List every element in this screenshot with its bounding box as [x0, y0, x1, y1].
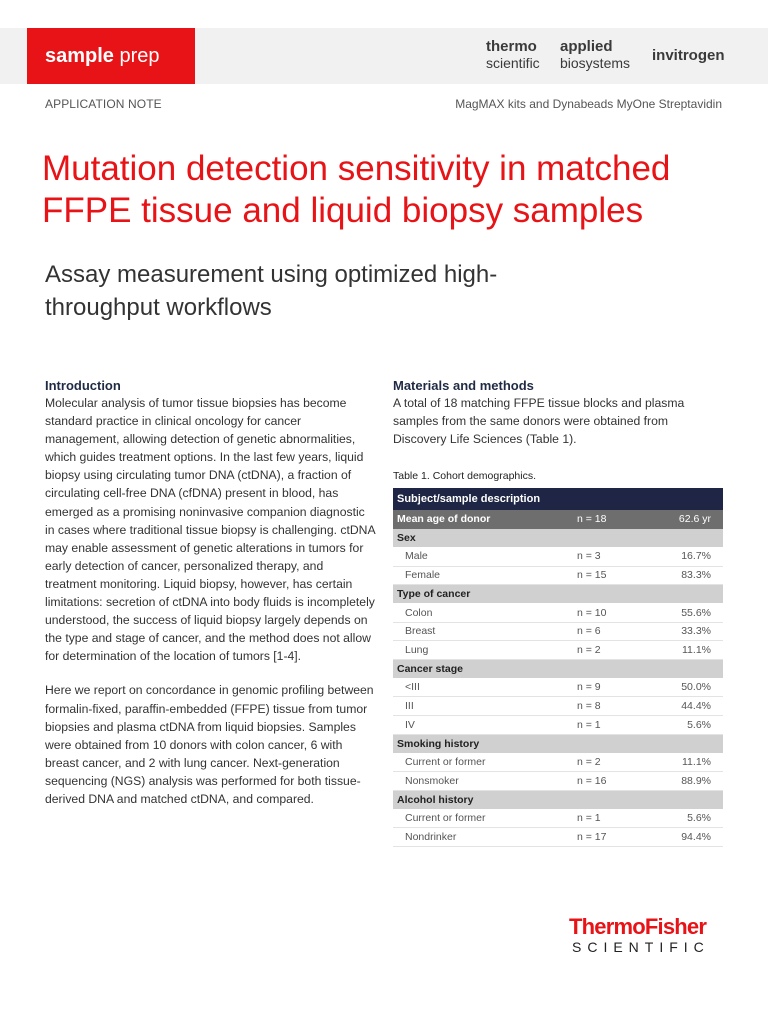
table-row	[393, 547, 723, 566]
table-row	[393, 809, 723, 828]
table-row-count: n = 2	[573, 641, 653, 660]
mean-age-value: 62.6 yr	[653, 510, 723, 529]
table-row	[393, 622, 723, 641]
table-row-label: Nondrinker	[393, 828, 573, 847]
table-row	[393, 753, 723, 772]
introduction-section	[45, 378, 375, 808]
table-row	[393, 641, 723, 660]
table-row-percent: 5.6%	[653, 809, 723, 828]
table-row-percent: 83.3%	[653, 566, 723, 585]
table-row	[393, 678, 723, 697]
table-row-percent: 50.0%	[653, 678, 723, 697]
table-row-label: Colon	[393, 603, 573, 622]
table-header-cell: Subject/sample description	[393, 488, 723, 510]
table-row-count: n = 10	[573, 603, 653, 622]
table-category-label: Type of cancer	[393, 585, 723, 604]
table-row-label: Breast	[393, 622, 573, 641]
methods-paragraph: A total of 18 matching FFPE tissue blocks and plasma samples from the same donors were obtained from Discovery Life Sciences (Table 1).	[393, 396, 685, 447]
table-row-count: n = 2	[573, 753, 653, 772]
table-row-percent: 16.7%	[653, 547, 723, 566]
table-category-row	[393, 790, 723, 809]
table-row-percent: 44.4%	[653, 697, 723, 716]
table-row-percent: 88.9%	[653, 772, 723, 791]
mean-age-label: Mean age of donor	[393, 510, 573, 529]
table-row-percent: 11.1%	[653, 753, 723, 772]
table-row-count: n = 1	[573, 716, 653, 735]
table-caption: Table 1. Cohort demographics.	[393, 470, 536, 482]
page-title: Mutation detection sensitivity in matched FFPE tissue and liquid biopsy samples	[42, 149, 671, 230]
table-row-count: n = 9	[573, 678, 653, 697]
table-row-label: Current or former	[393, 753, 573, 772]
table-row-count: n = 15	[573, 566, 653, 585]
mean-age-row	[393, 510, 723, 529]
table-row-count: n = 1	[573, 809, 653, 828]
table-row	[393, 828, 723, 847]
page-subtitle: Assay measurement using optimized high-throughput workflows	[45, 261, 498, 321]
products-label: MagMAX kits and Dynabeads MyOne Streptavidin	[455, 97, 722, 111]
table-row-label: III	[393, 697, 573, 716]
table-row-label: Lung	[393, 641, 573, 660]
table-row-count: n = 8	[573, 697, 653, 716]
mean-age-n: n = 18	[573, 510, 653, 529]
table-row	[393, 772, 723, 791]
table-row	[393, 697, 723, 716]
table-category-label: Smoking history	[393, 734, 723, 753]
table-category-label: Alcohol history	[393, 790, 723, 809]
table-row-label: <III	[393, 678, 573, 697]
table-row-label: Male	[393, 547, 573, 566]
table-row	[393, 603, 723, 622]
cohort-demographics-table	[393, 488, 723, 847]
introduction-paragraph-1: Molecular analysis of tumor tissue biopsies has become standard practice in clinical oncology for cancer management, allowing detection of genetic abnormalities, which guides treatment options. In the last few years, liquid biopsy using circulating tumor DNA (ctDNA), a fraction of circulating cell-free DNA (cfDNA) present in blood, has emerged as a promising noninvasive companion diagnostic in cases where traditional tissue biopsy is challenging. ctDNA may enable assessment of genetic alterations in tumors for early detection of cancer, personalized therapy, and treatment monitoring. Liquid biopsy, however, has certain limitations: secretion of ctDNA into body fluids is incompletely understood, the success of liquid biopsy largely depends on the type and stage of cancer, and the method does not allow for determination of the location of tumors [1-4].	[45, 396, 375, 664]
header-banner	[0, 28, 768, 84]
table-row-count: n = 6	[573, 622, 653, 641]
table-row-percent: 33.3%	[653, 622, 723, 641]
doc-type-label: APPLICATION NOTE	[45, 97, 162, 111]
methods-heading: Materials and methods	[393, 378, 534, 393]
table-category-label: Cancer stage	[393, 660, 723, 679]
table-row	[393, 716, 723, 735]
table-row-percent: 55.6%	[653, 603, 723, 622]
logo-wordmark: ThermoFisher	[569, 914, 707, 939]
brand-thermo-scientific: thermo scientific	[486, 38, 540, 71]
methods-section	[393, 378, 723, 448]
logo-subtext: SCIENTIFIC	[572, 939, 710, 955]
table-row-label: Female	[393, 566, 573, 585]
introduction-paragraph-2: Here we report on concordance in genomic profiling between formalin-fixed, paraffin-embedded (FFPE) tissue from tumor biopsies and plasma ctDNA from liquid biopsies. Samples were obtained from 10 donors with colon cancer, 6 with breast cancer, and 2 with lung cancer. Next-generation sequencing (NGS) analysis was performed for both tissue-derived DNA and matched ctDNA, and compared.	[45, 683, 374, 806]
table-row-label: Current or former	[393, 809, 573, 828]
introduction-heading: Introduction	[45, 378, 121, 393]
brand-invitrogen: invitrogen	[652, 47, 725, 64]
table-row-percent: 94.4%	[653, 828, 723, 847]
thermo-fisher-logo	[569, 915, 710, 955]
table-row-count: n = 16	[573, 772, 653, 791]
table-category-row	[393, 585, 723, 604]
table-category-row	[393, 660, 723, 679]
table-row-label: IV	[393, 716, 573, 735]
table-row-count: n = 17	[573, 828, 653, 847]
table-row-count: n = 3	[573, 547, 653, 566]
sample-prep-badge: sample prep	[27, 28, 195, 84]
brand-applied-biosystems: applied biosystems	[560, 38, 631, 71]
table-header-row	[393, 488, 723, 510]
table-category-label: Sex	[393, 529, 723, 548]
table-category-row	[393, 529, 723, 548]
table-row	[393, 566, 723, 585]
table-row-percent: 5.6%	[653, 716, 723, 735]
table-row-label: Nonsmoker	[393, 772, 573, 791]
table-category-row	[393, 734, 723, 753]
table-row-percent: 11.1%	[653, 641, 723, 660]
